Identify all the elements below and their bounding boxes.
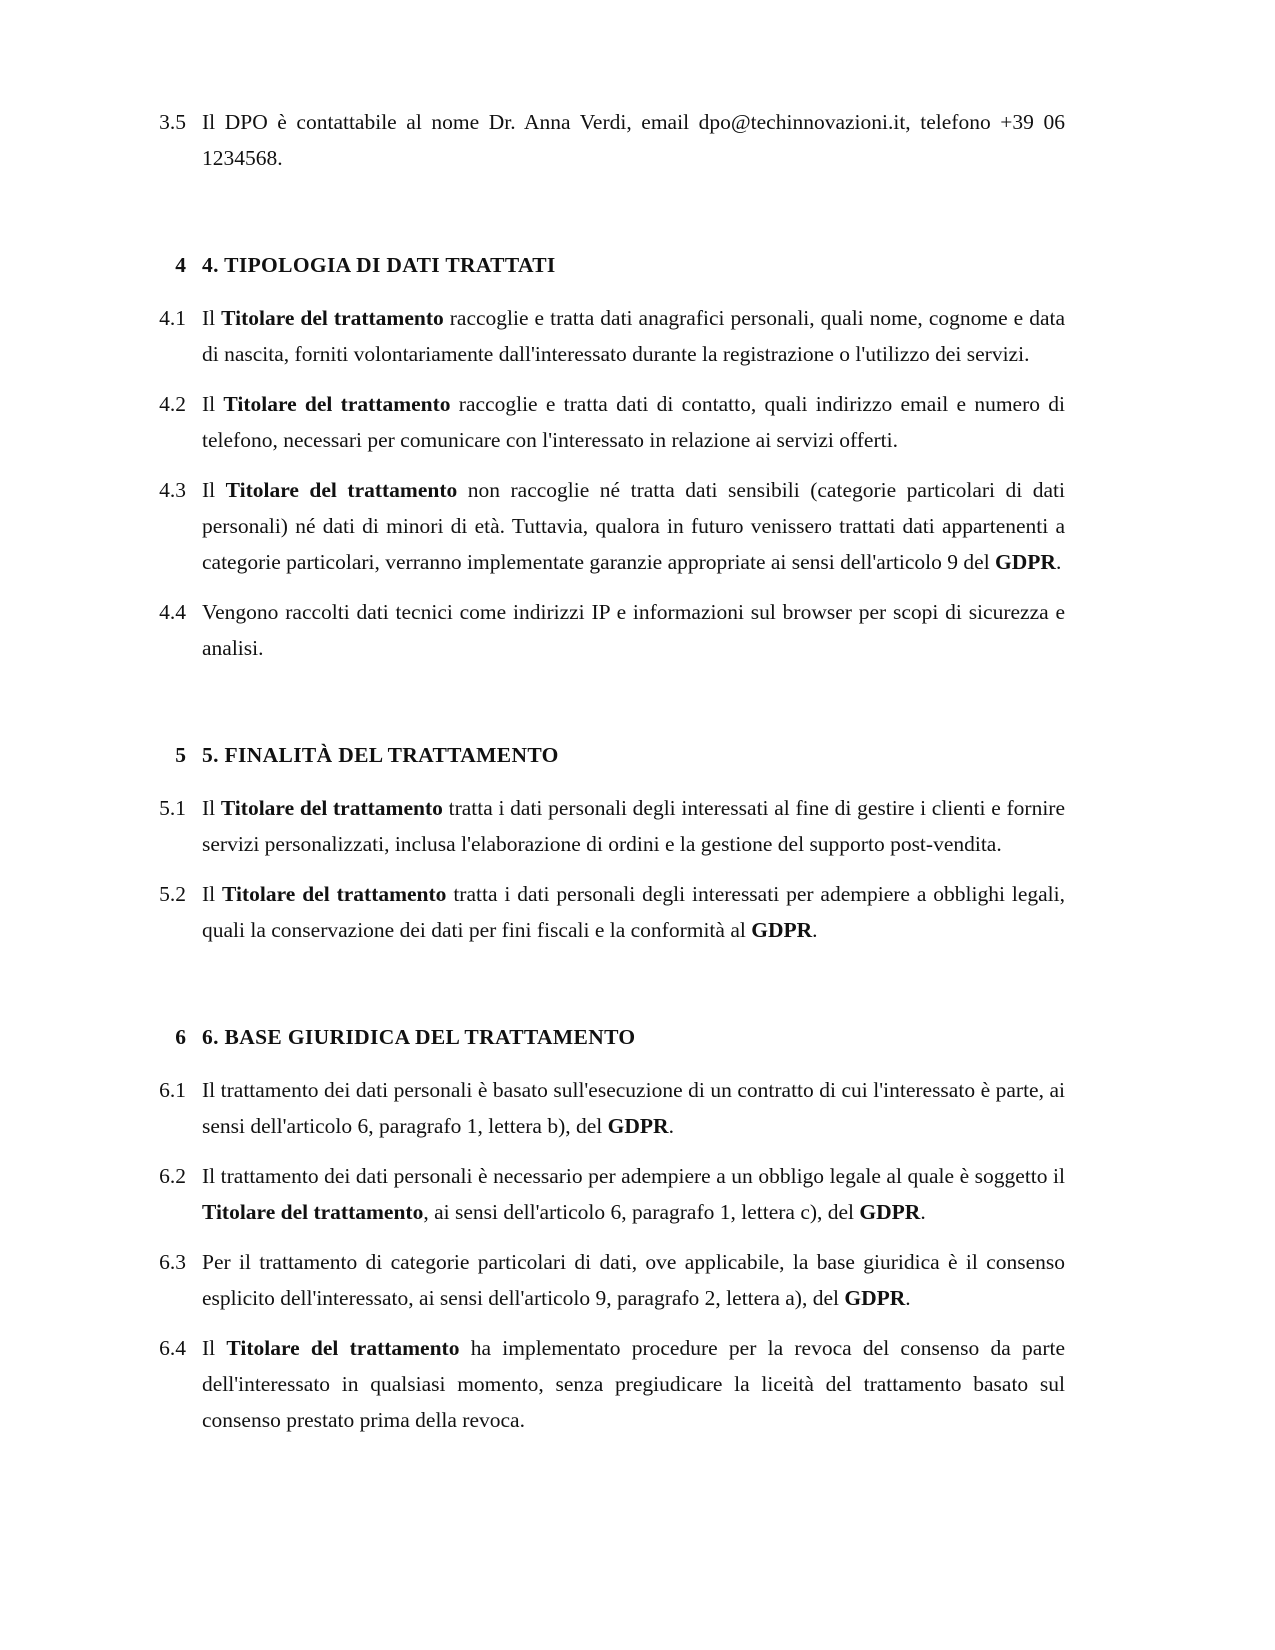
text-run: . — [1055, 550, 1062, 574]
clause — [140, 1072, 1065, 1144]
emphasis-term: Titolare del trattamento — [202, 1200, 424, 1224]
text-run: non raccoglie né tratta dati sensibili (categorie particolari di dati personali) né dati di minori di età. Tuttavia, qualora in futuro venissero trattati dati appartenenti a categorie particolari, verranno implementate garanzie appropriate ai sensi dell'articolo 9 del — [202, 478, 1065, 574]
text-run: Per il trattamento di categorie particolari di dati, ove applicabile, la base giuridica è il consenso esplicito dell'interessato, ai sensi dell'articolo 9, paragrafo 2, lettera a), del — [202, 1250, 1065, 1310]
emphasis-term: GDPR — [844, 1286, 906, 1310]
clause-number: 6.3 — [159, 1250, 186, 1274]
clause — [140, 386, 1065, 458]
text-run: Il — [202, 1336, 227, 1360]
clause-number: 4.2 — [159, 392, 186, 416]
clause-text — [186, 594, 1065, 666]
emphasis-term: Titolare del trattamento — [221, 306, 444, 330]
text-run: . — [812, 918, 818, 942]
clause-text — [186, 876, 1065, 948]
section-heading — [140, 738, 1065, 772]
clause — [140, 594, 1065, 666]
text-run: Il DPO è contattabile al nome Dr. Anna Verdi, email dpo@techinnovazioni.it, telefono +39 06 1234568. — [202, 110, 1065, 170]
text-run: tratta i dati personali degli interessati al fine di gestire i clienti e fornire servizi personalizzati, inclusa l'elaborazione di ordini e la gestione del supporto post-vendita. — [202, 796, 1065, 856]
clause-text — [186, 300, 1065, 372]
clause-text — [186, 386, 1065, 458]
emphasis-term: Titolare del trattamento — [226, 1336, 460, 1360]
clause-text — [186, 1158, 1065, 1230]
text-run: . — [668, 1114, 674, 1138]
emphasis-term: GDPR — [859, 1200, 921, 1224]
text-run: . — [920, 1200, 926, 1224]
clause-text — [186, 472, 1065, 580]
section-heading — [140, 1020, 1065, 1054]
text-run: Il trattamento dei dati personali è basato sull'esecuzione di un contratto di cui l'interessato è parte, ai sensi dell'articolo 6, paragrafo 1, lettera b), del — [202, 1078, 1065, 1138]
clause — [140, 1330, 1065, 1438]
text-run: Il — [202, 392, 224, 416]
clause-number: 4.4 — [159, 600, 186, 624]
clause-number: 6.4 — [159, 1336, 186, 1360]
section-number: 4 — [175, 253, 186, 277]
text-run: Il — [202, 796, 221, 820]
clause-number: 4.3 — [159, 478, 186, 502]
document-content — [140, 104, 1065, 1452]
section-number: 5 — [175, 743, 186, 767]
text-run: , ai sensi dell'articolo 6, paragrafo 1, lettera c), del — [423, 1200, 860, 1224]
clause-number: 4.1 — [159, 306, 186, 330]
clause-number: 6.2 — [159, 1164, 186, 1188]
clause — [140, 876, 1065, 948]
section-spacer — [140, 962, 1065, 1020]
clause-text — [186, 1072, 1065, 1144]
clause-number: 3.5 — [159, 110, 186, 134]
clause-number: 5.1 — [159, 796, 186, 820]
clause-text — [186, 790, 1065, 862]
emphasis-term: Titolare del trattamento — [222, 882, 447, 906]
emphasis-term: GDPR — [607, 1114, 669, 1138]
clause-text — [186, 1244, 1065, 1316]
emphasis-term: GDPR — [995, 550, 1056, 574]
text-run: Il — [202, 478, 226, 502]
clause — [140, 1244, 1065, 1316]
heading-spacer — [140, 282, 1065, 300]
section-title: 5. FINALITÀ DEL TRATTAMENTO — [202, 743, 559, 767]
text-run: raccoglie e tratta dati anagrafici personali, quali nome, cognome e data di nascita, forniti volontariamente dall'interessato durante la registrazione o l'utilizzo dei servizi. — [202, 306, 1065, 366]
text-run: Il — [202, 306, 222, 330]
section-title: 4. TIPOLOGIA DI DATI TRATTATI — [202, 253, 556, 277]
section-spacer — [140, 680, 1065, 738]
clause-text — [186, 1330, 1065, 1438]
section-number: 6 — [175, 1025, 186, 1049]
heading-spacer — [140, 1054, 1065, 1072]
text-run: . — [905, 1286, 911, 1310]
text-run: tratta i dati personali degli interessati per adempiere a obblighi legali, quali la conservazione dei dati per fini fiscali e la conformità al — [202, 882, 1065, 942]
section-spacer — [140, 190, 1065, 248]
clause-number: 6.1 — [159, 1078, 186, 1102]
emphasis-term: Titolare del trattamento — [223, 392, 451, 416]
clause — [140, 300, 1065, 372]
section-title: 6. BASE GIURIDICA DEL TRATTAMENTO — [202, 1025, 636, 1049]
clause-number: 5.2 — [159, 882, 186, 906]
clause — [140, 1158, 1065, 1230]
emphasis-term: Titolare del trattamento — [225, 478, 458, 502]
clause — [140, 104, 1065, 176]
text-run: raccoglie e tratta dati di contatto, quali indirizzo email e numero di telefono, necessari per comunicare con l'interessato in relazione ai servizi offerti. — [202, 392, 1065, 452]
clause-text — [186, 104, 1065, 176]
text-run: ha implementato procedure per la revoca del consenso da parte dell'interessato in qualsiasi momento, senza pregiudicare la liceità del trattamento basato sul consenso prestato prima della revoca. — [202, 1336, 1066, 1432]
emphasis-term: Titolare del trattamento — [220, 796, 443, 820]
clause — [140, 790, 1065, 862]
section-heading — [140, 248, 1065, 282]
text-run: Vengono raccolti dati tecnici come indirizzi IP e informazioni sul browser per scopi di sicurezza e analisi. — [202, 600, 1065, 660]
text-run: Il — [202, 882, 223, 906]
text-run: Il trattamento dei dati personali è necessario per adempiere a un obbligo legale al quale è soggetto il — [202, 1164, 1065, 1188]
clause — [140, 472, 1065, 580]
emphasis-term: GDPR — [751, 918, 813, 942]
heading-spacer — [140, 772, 1065, 790]
